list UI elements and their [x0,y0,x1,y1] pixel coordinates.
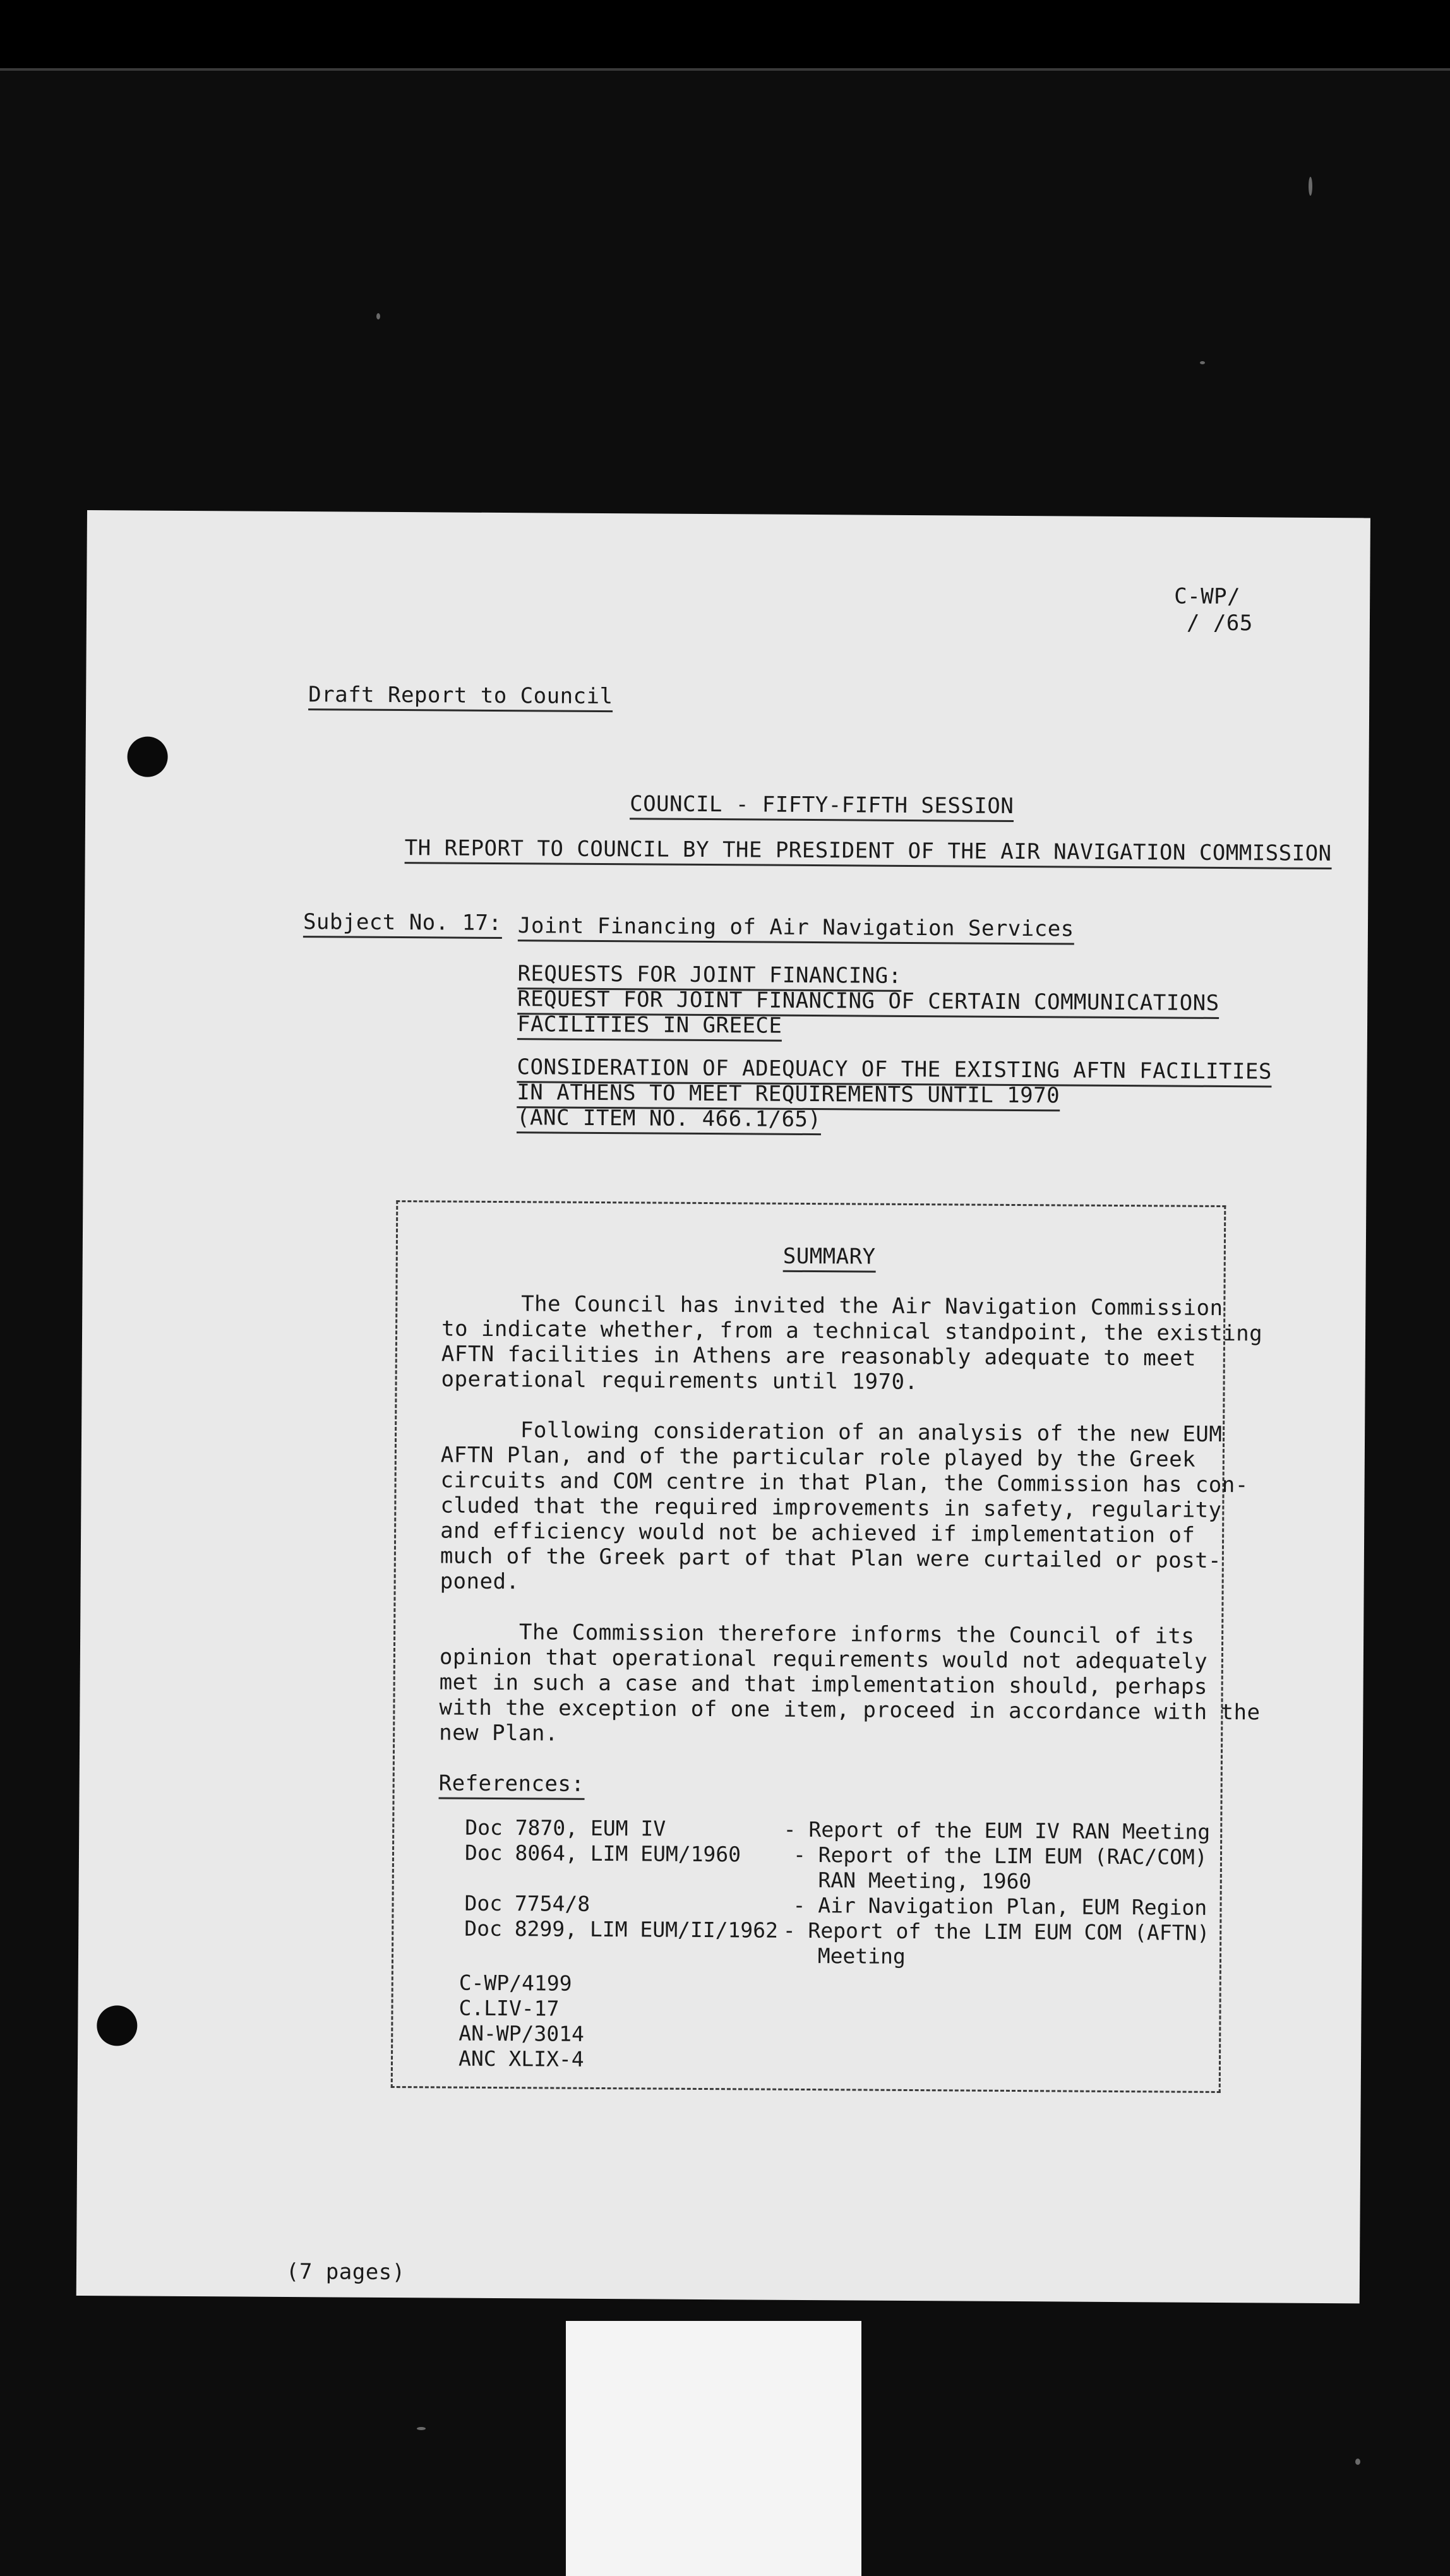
heading1-line2: REQUEST FOR JOINT FINANCING OF CERTAIN COMMUNICATIONS [517,986,1219,1019]
session-title: COUNCIL - FIFTY-FIFTH SESSION [630,791,1014,822]
scan-top-strip [0,0,1450,68]
page-count: (7 pages) [285,2258,405,2286]
para2-line: cluded that the required improvements in safety, regularity [440,1493,1222,1524]
reference-desc: RAN Meeting, 1960 [793,1867,1032,1894]
para1-line: AFTN facilities in Athens are reasonably adequate to meet [441,1341,1197,1371]
subject-label: Subject No. 17: [303,909,502,939]
dust-speck [376,313,380,319]
reference-doc [465,1866,793,1893]
heading1-line1: REQUESTS FOR JOINT FINANCING: [517,961,901,992]
scan-edge-line [0,68,1450,71]
summary-box [391,1200,1263,2093]
para1-line: The Council has invited the Air Navigation Commission [441,1291,1223,1321]
heading2-line3: (ANC ITEM NO. 466.1/65) [517,1105,822,1135]
dust-speck [1309,177,1312,196]
references-label: References: [439,1770,585,1799]
punch-hole-top [127,736,167,777]
reference-desc: Meeting [792,1943,906,1969]
para1-line: to indicate whether, from a technical standpoint, the existing [441,1316,1263,1347]
para2-line: and efficiency would not be achieved if implementation of [440,1518,1195,1548]
para2-line: Following consideration of an analysis of the new EUM [440,1417,1223,1448]
reference-doc: Doc 8299, LIM EUM/II/1962 [464,1916,779,1943]
report-title: TH REPORT TO COUNCIL BY THE PRESIDENT OF THE AIR NAVIGATION COMMISSION [405,835,1332,869]
reference-desc: - Report of the LIM EUM COM (AFTN) [782,1917,1210,1945]
para1-line: operational requirements until 1970. [441,1366,918,1395]
para3-line: The Commission therefore informs the Council of its [440,1619,1195,1649]
dust-speck [1200,361,1205,364]
para2-line: much of the Greek part of that Plan were curtailed or post- [440,1543,1222,1574]
dust-speck [1355,2459,1360,2465]
reference-doc: Doc 8064, LIM EUM/1960 [464,1840,741,1867]
heading1-line3: FACILITIES IN GREECE [517,1011,782,1042]
other-reference: ANC XLIX-4 [458,2046,584,2072]
reference-doc: Doc 7754/8 [464,1890,590,1916]
other-reference: C.LIV-17 [458,1995,560,2021]
document-page [76,510,1370,2303]
para3-line: opinion that operational requirements would not adequately [439,1644,1208,1674]
para3-line: met in such a case and that implementation should, perhaps [439,1669,1208,1700]
para3-line: with the exception of one item, proceed in accordance with the [439,1695,1261,1726]
heading2-line1: CONSIDERATION OF ADEQUACY OF THE EXISTING AFTN FACILITIES [517,1054,1272,1087]
reference-doc: Doc 7870, EUM IV [465,1815,666,1841]
para2-line: AFTN Plan, and of the particular role played by the Greek [440,1442,1196,1472]
para2-line: poned. [440,1568,520,1595]
other-reference: AN-WP/3014 [458,2020,585,2046]
heading2-line2: IN ATHENS TO MEET REQUIREMENTS UNTIL 1970 [517,1080,1060,1111]
target-card [566,2321,861,2576]
punch-hole-bottom [97,2005,137,2046]
doc-ref-line-1: C-WP/ [1174,583,1241,610]
para2-line: circuits and COM centre in that Plan, the Commission has con- [440,1467,1249,1498]
reference-row [464,1941,1209,1971]
draft-title: Draft Report to Council [308,682,613,712]
doc-ref-line-2: / /65 [1186,610,1253,636]
summary-title: SUMMARY [783,1244,876,1273]
dust-speck [417,2427,426,2430]
reference-desc: - Air Navigation Plan, EUM Region [793,1892,1207,1920]
para3-line: new Plan. [439,1720,559,1746]
other-references [458,1971,585,2072]
reference-doc [464,1941,793,1969]
references-list [464,1815,1210,1971]
reference-desc: - Report of the LIM EUM (RAC/COM) [793,1842,1207,1869]
subject-text: Joint Financing of Air Navigation Services [518,913,1074,945]
reference-desc: - Report of the EUM IV RAN Meeting [783,1816,1211,1844]
other-reference: C-WP/4199 [458,1970,572,1996]
